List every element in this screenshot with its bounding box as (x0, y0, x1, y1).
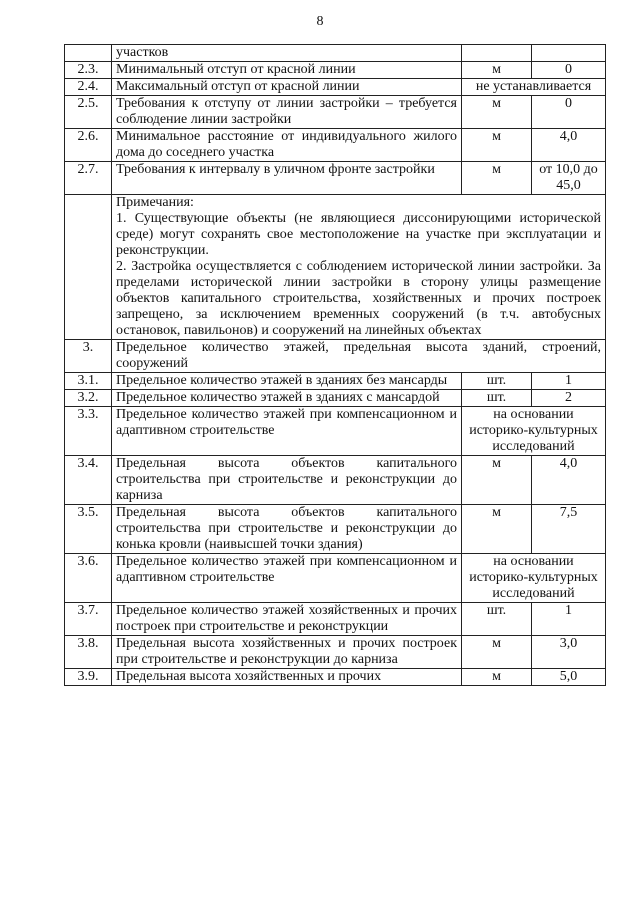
table-row (65, 456, 606, 505)
row-value: 1 (532, 373, 606, 390)
section-row (65, 340, 606, 373)
table-row (65, 554, 606, 603)
row-unit: м (462, 96, 532, 129)
row-value: от 10,0 до 45,0 (532, 162, 606, 195)
row-number: 2.6. (65, 129, 112, 162)
row-value: 4,0 (532, 129, 606, 162)
row-description: участков (112, 45, 462, 62)
table-row (65, 390, 606, 407)
note-paragraph-2: 2. Застройка осуществляется с соблюдением исторической линии застройки. За пределами исторической линии застройки в сторону улицы размещение объектов капитального строительства, хозяйственных и прочих построек запрещено, за исключением временных сооружений (в т.ч. автобусных остановок, павильонов) и сооружений на линейных объектах (116, 259, 601, 338)
table-row (65, 45, 606, 62)
table-row-notes (65, 195, 606, 340)
row-value (532, 45, 606, 62)
row-number: 3.9. (65, 669, 112, 686)
table-row (65, 505, 606, 554)
notes-cell (112, 195, 606, 340)
row-value: 3,0 (532, 636, 606, 669)
row-description: Минимальное расстояние от индивидуального жилого дома до соседнего участка (112, 129, 462, 162)
page-number: 8 (316, 14, 324, 29)
row-number: 2.7. (65, 162, 112, 195)
row-description: Предельное количество этажей в зданиях без мансарды (112, 373, 462, 390)
row-number: 3.1. (65, 373, 112, 390)
note-paragraph-1: 1. Существующие объекты (не являющиеся диссонирующими исторической среде) могут сохранять свое местоположение на участке при эксплуатации и реконструкции. (116, 211, 601, 258)
notes-heading: Примечания: (116, 195, 194, 210)
row-description: Предельная высота хозяйственных и прочих (112, 669, 462, 686)
table-row (65, 129, 606, 162)
regulations-table (64, 44, 606, 686)
row-number: 3.6. (65, 554, 112, 603)
row-number: 3.5. (65, 505, 112, 554)
row-unit: м (462, 636, 532, 669)
row-unit (462, 45, 532, 62)
row-number (65, 45, 112, 62)
row-description: Предельное количество этажей хозяйственных и прочих построек при строительстве и реконструкции (112, 603, 462, 636)
row-unit: м (462, 129, 532, 162)
row-unit: шт. (462, 390, 532, 407)
row-unit: м (462, 669, 532, 686)
row-unit: м (462, 456, 532, 505)
row-value: 0 (532, 96, 606, 129)
section-title: Предельное количество этажей, предельная высота зданий, строений, сооружений (112, 340, 606, 373)
table-row (65, 669, 606, 686)
row-unit: шт. (462, 603, 532, 636)
row-unit: шт. (462, 373, 532, 390)
row-description: Максимальный отступ от красной линии (112, 79, 462, 96)
table-row (65, 79, 606, 96)
row-number (65, 195, 112, 340)
row-value: 1 (532, 603, 606, 636)
row-value: 4,0 (532, 456, 606, 505)
table-row (65, 96, 606, 129)
row-value: 7,5 (532, 505, 606, 554)
row-merged-value: на основании историко-культурных исследований (462, 554, 606, 603)
row-number: 3.3. (65, 407, 112, 456)
row-description: Предельная высота объектов капитального строительства при строительстве и реконструкции до карниза (112, 456, 462, 505)
row-value: 5,0 (532, 669, 606, 686)
row-description: Предельное количество этажей при компенсационном и адаптивном строительстве (112, 554, 462, 603)
table-row (65, 162, 606, 195)
row-unit: м (462, 62, 532, 79)
row-unit: м (462, 162, 532, 195)
row-number: 2.3. (65, 62, 112, 79)
row-number: 3.7. (65, 603, 112, 636)
row-unit: м (462, 505, 532, 554)
row-description: Требования к интервалу в уличном фронте застройки (112, 162, 462, 195)
row-value: 0 (532, 62, 606, 79)
row-number: 3.8. (65, 636, 112, 669)
row-description: Предельное количество этажей при компенсационном и адаптивном строительстве (112, 407, 462, 456)
row-description: Предельная высота объектов капитального строительства при строительстве и реконструкции до конька кровли (наивысшей точки здания) (112, 505, 462, 554)
row-number: 3.4. (65, 456, 112, 505)
row-description: Предельное количество этажей в зданиях с мансардой (112, 390, 462, 407)
table-row (65, 636, 606, 669)
row-number: 2.4. (65, 79, 112, 96)
row-description: Требования к отступу от линии застройки – требуется соблюдение линии застройки (112, 96, 462, 129)
section-number: 3. (65, 340, 112, 373)
row-number: 3.2. (65, 390, 112, 407)
row-description: Минимальный отступ от красной линии (112, 62, 462, 79)
row-merged-value: не устанавливается (462, 79, 606, 96)
table-row (65, 373, 606, 390)
row-description: Предельная высота хозяйственных и прочих построек при строительстве и реконструкции до карниза (112, 636, 462, 669)
table-row (65, 603, 606, 636)
table-row (65, 62, 606, 79)
row-number: 2.5. (65, 96, 112, 129)
table-row (65, 407, 606, 456)
row-merged-value: на основании историко-культурных исследований (462, 407, 606, 456)
row-value: 2 (532, 390, 606, 407)
